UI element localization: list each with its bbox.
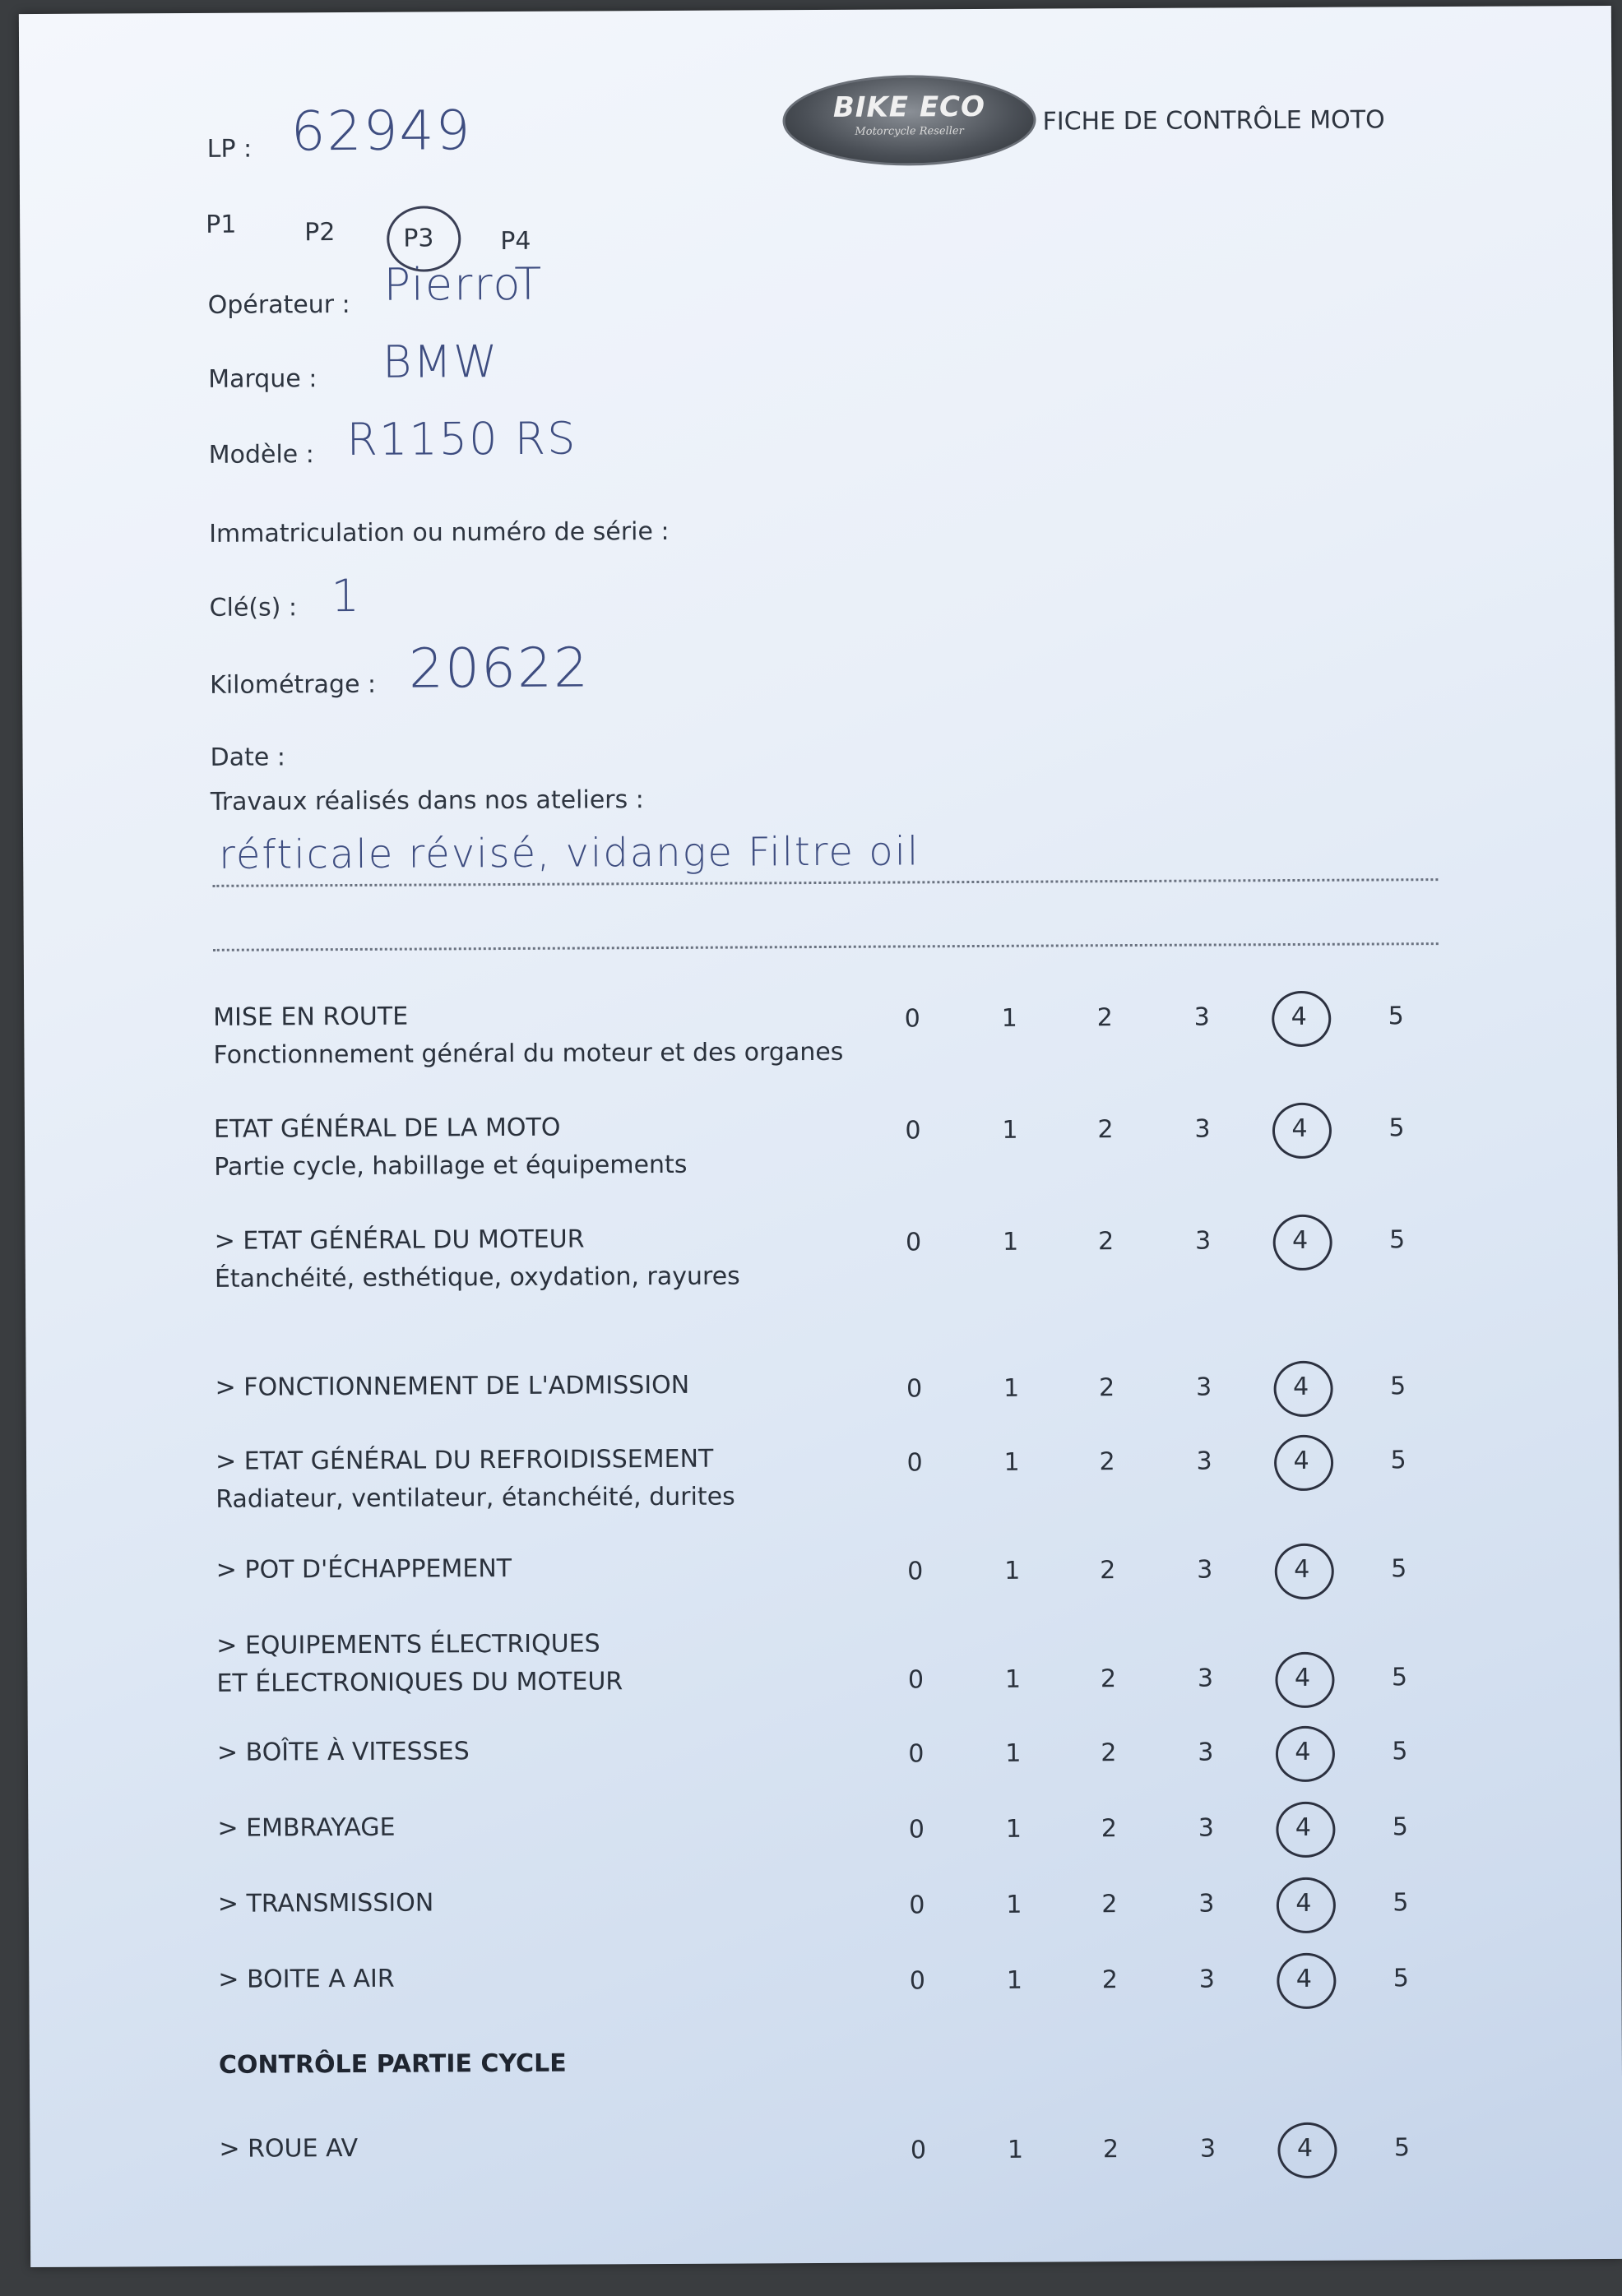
score-option-0[interactable]: 0 (905, 1116, 921, 1146)
score-option-3[interactable]: 3 (1198, 1889, 1215, 1919)
score-option-2[interactable]: 2 (1099, 1447, 1115, 1477)
score-option-1[interactable]: 1 (1003, 1373, 1020, 1403)
score-option-0[interactable]: 0 (904, 1004, 920, 1034)
score-option-1[interactable]: 1 (1002, 1115, 1018, 1145)
score-option-0[interactable]: 0 (907, 1665, 925, 1695)
marque-label: Marque : (208, 364, 317, 394)
score-option-3[interactable]: 3 (1193, 1002, 1210, 1032)
travaux-value[interactable]: réfticale révisé, vidange Filtre oil (219, 828, 920, 878)
position-p1[interactable]: P1 (206, 210, 237, 239)
checklist-row-title: > POT D'ÉCHAPPEMENT (215, 1553, 512, 1585)
score-selected-circle (1276, 1802, 1335, 1858)
section-heading-cycle: CONTRÔLE PARTIE CYCLE (218, 2048, 567, 2080)
score-option-3[interactable]: 3 (1199, 2134, 1216, 2164)
travaux-line-1 (212, 878, 1438, 887)
score-option-5[interactable]: 5 (1389, 1225, 1406, 1255)
score-option-5[interactable]: 5 (1393, 1964, 1410, 1993)
score-option-3[interactable]: 3 (1196, 1447, 1212, 1476)
checklist-row-title: MISE EN ROUTE (213, 1002, 409, 1032)
inspection-sheet (19, 6, 1622, 2267)
lp-label: LP : (206, 134, 253, 164)
bike-eco-logo (782, 75, 1036, 167)
score-option-0[interactable]: 0 (910, 2136, 927, 2165)
score-option-0[interactable]: 0 (907, 1557, 924, 1586)
page-title: FICHE DE CONTRÔLE MOTO (1042, 105, 1385, 137)
score-selected-circle (1273, 1361, 1332, 1417)
score-option-1[interactable]: 1 (1007, 2135, 1024, 2164)
score-option-5[interactable]: 5 (1389, 1372, 1407, 1401)
score-option-2[interactable]: 2 (1098, 1227, 1115, 1257)
score-option-0[interactable]: 0 (909, 1966, 926, 1996)
score-option-4[interactable]: 4 (1291, 1113, 1308, 1144)
score-option-5[interactable]: 5 (1391, 1663, 1408, 1692)
score-selected-circle (1275, 1544, 1334, 1599)
score-option-2[interactable]: 2 (1102, 2135, 1119, 2164)
operateur-value[interactable]: PierroT (383, 257, 544, 311)
travaux-line-2 (213, 942, 1439, 951)
score-option-2[interactable]: 2 (1100, 1664, 1117, 1694)
score-option-0[interactable]: 0 (909, 1891, 925, 1920)
operateur-label: Opérateur : (207, 289, 350, 320)
score-selected-circle (1272, 1103, 1332, 1159)
score-option-5[interactable]: 5 (1391, 1554, 1407, 1584)
score-option-5[interactable]: 5 (1392, 1812, 1409, 1842)
checklist-row-title: > ETAT GÉNÉRAL DU REFROIDISSEMENT (215, 1444, 714, 1476)
checklist-row-title: > TRANSMISSION (217, 1888, 434, 1919)
score-option-5[interactable]: 5 (1393, 2133, 1411, 2163)
score-option-0[interactable]: 0 (906, 1448, 923, 1478)
score-option-5[interactable]: 5 (1392, 1737, 1408, 1766)
checklist-row-subtitle: Fonctionnement général du moteur et des organes (213, 1037, 844, 1070)
score-option-1[interactable]: 1 (1003, 1447, 1020, 1477)
score-option-1[interactable]: 1 (1005, 1738, 1022, 1768)
immatriculation-label: Immatriculation ou numéro de série : (209, 516, 670, 549)
score-option-1[interactable]: 1 (1001, 1003, 1017, 1033)
score-option-1[interactable]: 1 (1005, 1814, 1022, 1844)
score-selected-circle (1277, 2122, 1337, 2178)
score-option-4[interactable]: 4 (1294, 1554, 1310, 1584)
score-option-3[interactable]: 3 (1198, 1813, 1215, 1843)
checklist_cycle-row-title: > ROUE AV (219, 2133, 359, 2164)
position-p2[interactable]: P2 (304, 218, 336, 248)
checklist-row-subtitle: Partie cycle, habillage et équipements (214, 1150, 688, 1182)
score-option-5[interactable]: 5 (1390, 1446, 1407, 1475)
score-selected-circle (1273, 1215, 1332, 1271)
score-option-4[interactable]: 4 (1291, 1002, 1307, 1032)
kilometrage-value[interactable]: 20622 (408, 636, 591, 701)
score-option-5[interactable]: 5 (1388, 1002, 1404, 1031)
score-selected-circle (1276, 1726, 1335, 1782)
score-option-1[interactable]: 1 (1003, 1227, 1019, 1257)
score-option-2[interactable]: 2 (1101, 1890, 1118, 1919)
logo-text: BIKE ECO (832, 90, 986, 124)
position-p3[interactable]: P3 (403, 224, 434, 253)
modele-value[interactable]: R1150 RS (346, 412, 577, 466)
score-option-5[interactable]: 5 (1388, 1113, 1405, 1143)
score-option-0[interactable]: 0 (908, 1739, 925, 1769)
checklist-row-title: > BOITE A AIR (218, 1964, 395, 1994)
score-option-1[interactable]: 1 (1004, 1664, 1022, 1694)
logo-subtitle: Motorcycle Reseller (855, 125, 964, 138)
score-selected-circle (1275, 1652, 1334, 1708)
score-option-2[interactable]: 2 (1101, 1965, 1119, 1995)
score-option-1[interactable]: 1 (1004, 1556, 1021, 1585)
score-option-4[interactable]: 4 (1295, 1737, 1311, 1766)
score-selected-circle (1277, 1877, 1336, 1933)
score-option-2[interactable]: 2 (1101, 1738, 1117, 1768)
score-option-1[interactable]: 1 (1006, 1965, 1023, 1995)
score-option-4[interactable]: 4 (1292, 1372, 1309, 1401)
checklist-row-title: > EQUIPEMENTS ÉLECTRIQUES (216, 1629, 600, 1660)
score-option-4[interactable]: 4 (1295, 1888, 1312, 1918)
cles-label: Clé(s) : (209, 593, 298, 623)
checklist-row-title: > ETAT GÉNÉRAL DU MOTEUR (214, 1224, 585, 1256)
score-option-3[interactable]: 3 (1198, 1965, 1216, 1994)
score-option-3[interactable]: 3 (1195, 1373, 1212, 1402)
score-option-2[interactable]: 2 (1100, 1556, 1116, 1585)
score-option-2[interactable]: 2 (1098, 1373, 1115, 1403)
score-option-4[interactable]: 4 (1295, 1964, 1313, 1993)
score-option-4[interactable]: 4 (1294, 1663, 1311, 1692)
checklist-row-title: ETAT GÉNÉRAL DE LA MOTO (213, 1113, 561, 1144)
score-selected-circle (1274, 1435, 1333, 1491)
checklist-row-title: > EMBRAYAGE (217, 1812, 396, 1843)
cles-value[interactable]: 1 (331, 569, 362, 623)
score-option-1[interactable]: 1 (1006, 1890, 1022, 1919)
score-option-0[interactable]: 0 (906, 1374, 923, 1404)
score-option-4[interactable]: 4 (1295, 1812, 1312, 1842)
score-option-3[interactable]: 3 (1197, 1664, 1214, 1693)
score-option-2[interactable]: 2 (1097, 1115, 1114, 1145)
score-option-4[interactable]: 4 (1296, 2133, 1314, 2163)
score-option-2[interactable]: 2 (1096, 1003, 1113, 1033)
checklist-row-subtitle: Radiateur, ventilateur, étanchéité, durites (215, 1482, 735, 1514)
checklist-row-title: > FONCTIONNEMENT DE L'ADMISSION (215, 1370, 690, 1402)
score-option-0[interactable]: 0 (906, 1228, 922, 1257)
marque-value[interactable]: BMW (382, 336, 499, 388)
score-option-0[interactable]: 0 (908, 1815, 925, 1845)
position-p4[interactable]: P4 (500, 226, 531, 257)
score-option-3[interactable]: 3 (1197, 1555, 1213, 1585)
checklist-row-subtitle: ET ÉLECTRONIQUES DU MOTEUR (216, 1667, 623, 1698)
travaux-label: Travaux réalisés dans nos ateliers : (210, 785, 644, 817)
score-option-3[interactable]: 3 (1195, 1226, 1212, 1256)
score-option-5[interactable]: 5 (1393, 1888, 1409, 1918)
score-option-2[interactable]: 2 (1101, 1814, 1118, 1844)
kilometrage-label: Kilométrage : (210, 669, 377, 700)
score-selected-circle (1272, 991, 1331, 1047)
score-selected-circle (1277, 1953, 1336, 2009)
checklist-row-title: > BOÎTE À VITESSES (216, 1737, 470, 1767)
checklist-row-subtitle: Étanchéité, esthétique, oxydation, rayures (214, 1261, 740, 1294)
score-option-3[interactable]: 3 (1198, 1738, 1214, 1767)
lp-value[interactable]: 62949 (290, 99, 472, 164)
modele-label: Modèle : (208, 440, 314, 470)
score-option-4[interactable]: 4 (1293, 1446, 1309, 1475)
score-option-3[interactable]: 3 (1194, 1114, 1211, 1144)
score-option-4[interactable]: 4 (1292, 1225, 1309, 1256)
date-label: Date : (210, 743, 286, 772)
